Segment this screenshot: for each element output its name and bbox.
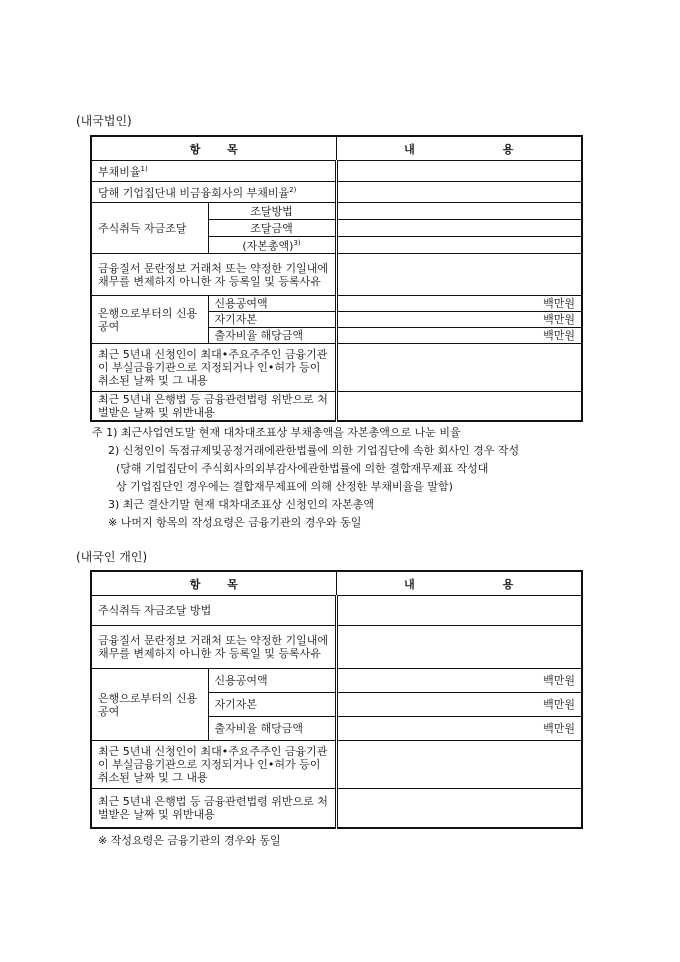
bank-credit-label: 은행으로부터의 신용공여 bbox=[91, 296, 208, 344]
header-item-b: 목 bbox=[227, 577, 238, 591]
value-cell[interactable] bbox=[336, 392, 582, 421]
investment-amount-label: 출자비율 해당금액 bbox=[208, 717, 336, 741]
table-row bbox=[91, 596, 582, 626]
unit-label[interactable]: 백만원 bbox=[336, 312, 582, 328]
value-cell[interactable] bbox=[336, 161, 582, 182]
table-row bbox=[91, 344, 582, 392]
stock-funding-method-label: 주식취득 자금조달 방법 bbox=[91, 596, 336, 626]
value-cell[interactable] bbox=[336, 254, 582, 296]
footnote-ref: 2) bbox=[289, 186, 297, 195]
table-row bbox=[91, 161, 582, 182]
credit-info-label: 금융질서 문란정보 거래처 또는 약정한 기일내에 채무를 변제하지 아니한 자 등록일 및 등록사유 bbox=[91, 254, 336, 296]
credit-amount-label: 신용공여액 bbox=[208, 296, 336, 312]
value-cell[interactable] bbox=[336, 182, 582, 203]
table-row bbox=[91, 203, 582, 220]
individual-table bbox=[90, 570, 583, 829]
value-cell[interactable] bbox=[336, 237, 582, 254]
header-content-b: 용 bbox=[502, 577, 514, 591]
row-label bbox=[91, 161, 336, 182]
insolvent-label: 최근 5년내 신청인이 최대•주요주주인 금융기관이 부실금융기관으로 지정되거나 인•허가 등이 취소된 날짜 및 그 내용 bbox=[91, 344, 336, 392]
unit-label[interactable]: 백만원 bbox=[336, 717, 582, 741]
note-2-cont: 상 기업집단인 경우에는 결합재무제표에 의해 산정한 부채비율을 말함) bbox=[116, 480, 453, 493]
table-row bbox=[91, 626, 582, 669]
funding-amount-label: 조달금액 bbox=[208, 220, 336, 237]
credit-amount-label: 신용공여액 bbox=[208, 669, 336, 693]
footnote-ref: 1) bbox=[140, 165, 148, 174]
unit-label[interactable]: 백만원 bbox=[336, 669, 582, 693]
funding-method-label: 조달방법 bbox=[208, 203, 336, 220]
header-content-a: 내 bbox=[404, 142, 415, 156]
bank-credit-label: 은행으로부터의 신용공여 bbox=[91, 669, 208, 741]
table-row bbox=[91, 254, 582, 296]
individual-footnote: ※ 작성요령은 금융기관의 경우와 동일 bbox=[98, 834, 281, 847]
corporation-table bbox=[90, 135, 583, 422]
header-content bbox=[336, 136, 582, 161]
violation-label: 최근 5년내 은행법 등 금융관련법령 위반으로 처벌받은 날짜 및 위반내용 bbox=[91, 789, 336, 828]
row-label bbox=[91, 182, 336, 203]
table-row bbox=[91, 741, 582, 789]
value-cell[interactable] bbox=[336, 220, 582, 237]
table-row bbox=[91, 392, 582, 421]
table-row bbox=[91, 789, 582, 828]
note-remark: ※ 나머지 항목의 작성요령은 금융기관의 경우와 동일 bbox=[108, 516, 362, 529]
group-debt-ratio-label: 당해 기업집단내 비금융회사의 부채비율 bbox=[98, 186, 290, 200]
unit-label[interactable]: 백만원 bbox=[336, 296, 582, 312]
note-2: 2) 신청인이 독점규제및공정거래에관한법률에 의한 기업집단에 속한 회사인 경우 작성 bbox=[108, 444, 520, 457]
unit-label[interactable]: 백만원 bbox=[336, 693, 582, 717]
value-cell[interactable] bbox=[336, 203, 582, 220]
total-capital-label bbox=[208, 237, 336, 254]
table-row bbox=[91, 669, 582, 693]
header-item bbox=[91, 571, 336, 596]
section-title-corporation: (내국법인) bbox=[76, 114, 132, 128]
value-cell[interactable] bbox=[336, 741, 582, 789]
insolvent-label: 최근 5년내 신청인이 최대•주요주주인 금융기관이 부실금융기관으로 지정되거나 인•허가 등이 취소된 날짜 및 그 내용 bbox=[91, 741, 336, 789]
header-item-b: 목 bbox=[227, 142, 238, 156]
value-cell[interactable] bbox=[336, 626, 582, 669]
equity-label: 자기자본 bbox=[208, 312, 336, 328]
equity-label: 자기자본 bbox=[208, 693, 336, 717]
total-capital-text: (자본총액) bbox=[242, 239, 294, 253]
header-row bbox=[91, 136, 582, 161]
credit-info-label: 금융질서 문란정보 거래처 또는 약정한 기일내에 채무를 변제하지 아니한 자 등록일 및 등록사유 bbox=[91, 626, 336, 669]
note-3: 3) 최근 결산기말 현재 대차대조표상 신청인의 자본총액 bbox=[108, 498, 375, 511]
table-row bbox=[91, 296, 582, 312]
footnote-ref: 3) bbox=[293, 239, 301, 248]
header-content bbox=[336, 571, 582, 596]
debt-ratio-label: 부채비율 bbox=[98, 165, 141, 179]
violation-label: 최근 5년내 은행법 등 금융관련법령 위반으로 처벌받은 날짜 및 위반내용 bbox=[91, 392, 336, 421]
unit-label[interactable]: 백만원 bbox=[336, 328, 582, 344]
note-1: 주 1) 최근사업연도말 현재 대차대조표상 부채총액을 자본총액으로 나눈 비율 bbox=[92, 426, 461, 439]
footnotes bbox=[92, 424, 519, 532]
header-item-a: 항 bbox=[189, 142, 201, 156]
stock-funding-label: 주식취득 자금조달 bbox=[91, 203, 208, 254]
header-item bbox=[91, 136, 336, 161]
value-cell[interactable] bbox=[336, 344, 582, 392]
table-row bbox=[91, 182, 582, 203]
header-content-b: 용 bbox=[502, 142, 514, 156]
header-row bbox=[91, 571, 582, 596]
investment-amount-label: 출자비율 해당금액 bbox=[208, 328, 336, 344]
header-item-a: 항 bbox=[189, 577, 201, 591]
section-title-individual: (내국인 개인) bbox=[76, 550, 148, 564]
value-cell[interactable] bbox=[336, 789, 582, 828]
value-cell[interactable] bbox=[336, 596, 582, 626]
header-content-a: 내 bbox=[404, 577, 415, 591]
note-2-cont: (당해 기업집단이 주식회사의외부감사에관한법률에 의한 결합재무제표 작성대 bbox=[116, 462, 489, 475]
